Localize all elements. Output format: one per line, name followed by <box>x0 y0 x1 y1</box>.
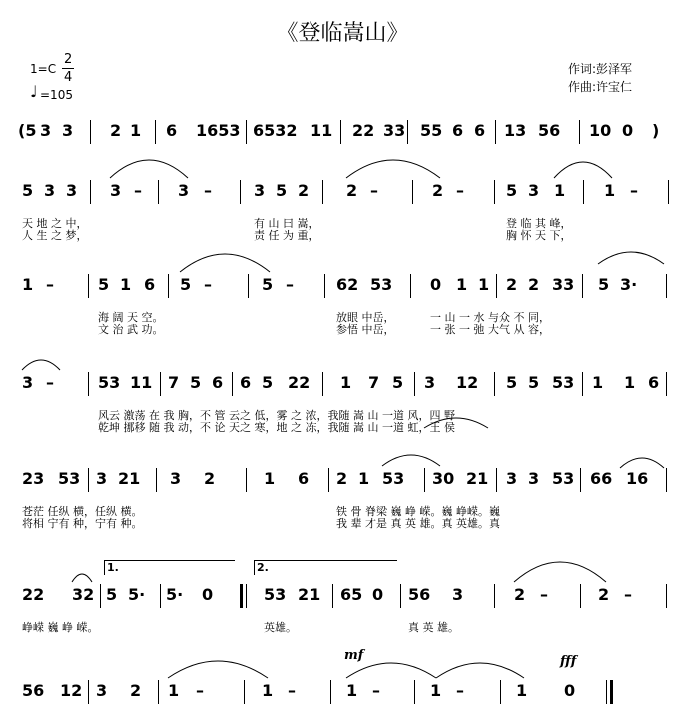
note: 5 <box>598 275 610 294</box>
note: 3 <box>170 469 182 488</box>
dynamic-marking: fff <box>560 654 577 669</box>
barline <box>424 468 425 492</box>
barline <box>160 372 161 396</box>
note: 6 <box>298 469 310 488</box>
key-signature: 1=C <box>30 62 57 76</box>
lyric-line: 一 山 一 水 与众 不 同， <box>430 311 550 324</box>
slur <box>180 254 270 272</box>
barline <box>410 274 411 298</box>
barline <box>322 372 323 396</box>
note: 6 <box>240 373 252 392</box>
note: – <box>630 181 638 200</box>
barline <box>246 120 247 144</box>
repeat-barline <box>240 584 243 608</box>
time-signature-bottom: 4 <box>64 70 73 85</box>
note: 2 <box>130 681 142 700</box>
note: 56 <box>408 585 431 604</box>
barline <box>579 120 580 144</box>
lyric-line: 风云 激荡 在 我 胸，不 管 云之 低，雾 之 浓，我随 嵩 山 一道 风，四 野 <box>98 409 455 422</box>
barline <box>324 274 325 298</box>
lyric-line: 文 治 武 功。 <box>98 323 164 336</box>
note: 5 <box>276 181 288 200</box>
barline <box>158 680 159 704</box>
volta-second-ending: 2. <box>254 560 397 575</box>
note: 5 <box>190 373 202 392</box>
lyric-line: 参悟 中岳， <box>336 323 395 336</box>
barline <box>606 680 607 704</box>
note: 6 <box>144 275 156 294</box>
note: 5 <box>262 373 274 392</box>
lyric-line: 英雄。 <box>264 621 297 634</box>
note: 21 <box>298 585 321 604</box>
dynamic-marking: mf <box>344 648 364 663</box>
barline <box>90 120 91 144</box>
barline <box>88 372 89 396</box>
lyric-line: 峥嵘 巍 峥 嵘。 <box>22 621 99 634</box>
note: 1653 <box>196 121 241 140</box>
note: 0 <box>372 585 384 604</box>
quarter-note-icon: ♩ <box>30 82 38 101</box>
note: 33 <box>552 275 575 294</box>
note: 6 <box>166 121 178 140</box>
lyric-line: 人 生 之 梦， <box>22 229 88 242</box>
lyric-line: 将相 宁有 种，宁有 种。 <box>22 517 143 530</box>
lyric-line: 海 阔 天 空。 <box>98 311 164 324</box>
note: 53 <box>370 275 393 294</box>
note: – <box>286 275 294 294</box>
note: 23 <box>22 469 45 488</box>
lyric-line: 苍茫 任纵 横，任纵 横。 <box>22 505 143 518</box>
lyric-line: 登 临 其 峰， <box>506 217 572 230</box>
note: 6 <box>648 373 660 392</box>
note: 2 <box>514 585 526 604</box>
note: 3 <box>506 469 518 488</box>
note: 6 <box>212 373 224 392</box>
barline <box>248 274 249 298</box>
barline <box>322 180 323 204</box>
barline <box>580 468 581 492</box>
barline <box>496 468 497 492</box>
note: ) <box>652 121 660 140</box>
slur <box>598 252 664 264</box>
note: 0 <box>202 585 214 604</box>
note: 3 <box>178 181 190 200</box>
note: 56 <box>538 121 561 140</box>
lyric-line: 放眼 中岳， <box>336 311 395 324</box>
barline <box>168 274 169 298</box>
note: 3 <box>62 121 74 140</box>
note: 53 <box>264 585 287 604</box>
note: – <box>196 681 204 700</box>
barline <box>583 180 584 204</box>
note: 7 <box>168 373 180 392</box>
slur <box>110 160 188 178</box>
barline <box>414 372 415 396</box>
note: 1 <box>130 121 142 140</box>
note: 6 <box>452 121 464 140</box>
barline <box>88 468 89 492</box>
note: 2 <box>432 181 444 200</box>
note: – <box>370 181 378 200</box>
slur <box>382 455 440 466</box>
note: – <box>46 373 54 392</box>
note: 2 <box>298 181 310 200</box>
note: 6 <box>474 121 486 140</box>
note: 0 <box>622 121 634 140</box>
note: – <box>288 681 296 700</box>
note: 55 <box>420 121 443 140</box>
note: 3 <box>96 469 108 488</box>
barline <box>414 680 415 704</box>
note: 3 <box>424 373 436 392</box>
barline <box>580 584 581 608</box>
barline <box>328 468 329 492</box>
barline <box>90 180 91 204</box>
note: 5 <box>180 275 192 294</box>
note: 3 <box>44 181 56 200</box>
note: 66 <box>590 469 613 488</box>
note: 7 <box>368 373 380 392</box>
note: 1 <box>262 681 274 700</box>
note: 1 <box>554 181 566 200</box>
note: 5 <box>506 181 518 200</box>
note: 5· <box>128 585 146 604</box>
slur <box>22 360 60 370</box>
note: 30 <box>432 469 455 488</box>
note: 11 <box>130 373 153 392</box>
note: 2 <box>598 585 610 604</box>
note: 12 <box>456 373 479 392</box>
note: – <box>456 181 464 200</box>
slur <box>168 661 268 678</box>
note: 3 <box>40 121 52 140</box>
lyric-line: 一 张 一 弛 大气 从 容， <box>430 323 550 336</box>
barline <box>495 120 496 144</box>
note: 1 <box>358 469 370 488</box>
note: 21 <box>466 469 489 488</box>
note: 5 <box>98 275 110 294</box>
slur <box>346 663 436 678</box>
slur <box>554 162 612 178</box>
note: 5 <box>392 373 404 392</box>
note: 16 <box>626 469 649 488</box>
note: 5· <box>166 585 184 604</box>
note: – <box>624 585 632 604</box>
note: – <box>204 181 212 200</box>
note: 3 <box>96 681 108 700</box>
note: 22 <box>22 585 45 604</box>
lyric-line: 天 地 之 中， <box>22 217 88 230</box>
note: – <box>46 275 54 294</box>
barline <box>412 180 413 204</box>
note: – <box>134 181 142 200</box>
note: 11 <box>310 121 333 140</box>
note: 2 <box>204 469 216 488</box>
note: 1 <box>264 469 276 488</box>
lyric-line: 真 英 雄。 <box>408 621 459 634</box>
barline <box>494 584 495 608</box>
barline <box>340 120 341 144</box>
barline <box>582 274 583 298</box>
barline <box>494 372 495 396</box>
final-barline <box>610 680 613 704</box>
note: 1 <box>120 275 132 294</box>
barline <box>88 274 89 298</box>
barline <box>666 468 667 492</box>
note: 1 <box>592 373 604 392</box>
barline <box>400 584 401 608</box>
note: 3 <box>22 373 34 392</box>
composer-credit: 作曲:许宝仁 <box>568 80 633 94</box>
lyric-line: 有 山 曰 嵩， <box>254 217 320 230</box>
note: 1 <box>604 181 616 200</box>
song-title: 《登临嵩山》 <box>276 21 409 46</box>
note: 22 <box>288 373 311 392</box>
slur <box>514 562 606 582</box>
note: 1 <box>478 275 490 294</box>
lyricist-credit: 作词:彭泽军 <box>568 62 633 76</box>
slur <box>72 574 92 582</box>
note: 5 <box>262 275 274 294</box>
note: 53 <box>382 469 405 488</box>
note: – <box>372 681 380 700</box>
note: 2 <box>110 121 122 140</box>
note: 53 <box>58 469 81 488</box>
note: 32 <box>72 585 95 604</box>
barline <box>496 274 497 298</box>
barline <box>330 680 331 704</box>
barline <box>500 680 501 704</box>
barline <box>666 274 667 298</box>
note: 62 <box>336 275 359 294</box>
note: – <box>456 681 464 700</box>
note: 3· <box>620 275 638 294</box>
note: 53 <box>98 373 121 392</box>
note: 53 <box>552 373 575 392</box>
note: 5 <box>106 585 118 604</box>
note: (5 <box>18 121 37 140</box>
note: 3 <box>452 585 464 604</box>
note: 3 <box>254 181 266 200</box>
barline <box>244 680 245 704</box>
barline <box>668 180 669 204</box>
note: 12 <box>60 681 83 700</box>
barline <box>240 180 241 204</box>
note: 22 <box>352 121 375 140</box>
barline <box>155 120 156 144</box>
note: 1 <box>624 373 636 392</box>
time-signature-line <box>62 68 74 69</box>
note: 3 <box>528 469 540 488</box>
note: 33 <box>383 121 406 140</box>
time-signature-top: 2 <box>64 52 73 67</box>
barline <box>666 372 667 396</box>
slur <box>346 160 440 178</box>
barline <box>332 584 333 608</box>
note: 1 <box>456 275 468 294</box>
lyric-line: 铁 骨 脊梁 巍 峥 嵘。巍 峥嵘。巍 <box>336 505 500 518</box>
slur <box>436 663 524 678</box>
barline <box>232 372 233 396</box>
note: 2 <box>336 469 348 488</box>
note: 2 <box>506 275 518 294</box>
lyric-line: 乾坤 挪移 随 我 动，不 论 天之 寒，地 之 冻，我随 嵩 山 一道 虹，王 侯 <box>98 421 455 434</box>
note: 0 <box>430 275 442 294</box>
barline <box>246 468 247 492</box>
barline <box>494 180 495 204</box>
barline <box>582 372 583 396</box>
barline <box>156 468 157 492</box>
note: – <box>540 585 548 604</box>
note: 0 <box>564 681 576 700</box>
note: 53 <box>552 469 575 488</box>
note: 5 <box>528 373 540 392</box>
lyric-line: 责 任 为 重， <box>254 229 320 242</box>
note: 3 <box>110 181 122 200</box>
note: 1 <box>168 681 180 700</box>
note: 65 <box>340 585 363 604</box>
barline <box>246 584 247 608</box>
note: 1 <box>516 681 528 700</box>
note: 3 <box>528 181 540 200</box>
note: 5 <box>22 181 34 200</box>
barline <box>407 120 408 144</box>
note: 2 <box>346 181 358 200</box>
note: – <box>204 275 212 294</box>
note: 1 <box>22 275 34 294</box>
note: 3 <box>66 181 78 200</box>
barline <box>88 680 89 704</box>
barline <box>666 584 667 608</box>
barline <box>160 584 161 608</box>
note: 21 <box>118 469 141 488</box>
tempo-marking: =105 <box>40 88 73 102</box>
note: 1 <box>340 373 352 392</box>
note: 56 <box>22 681 45 700</box>
barline <box>100 584 101 608</box>
note: 6532 <box>253 121 298 140</box>
lyric-line: 胸 怀 天 下， <box>506 229 572 242</box>
note: 10 <box>589 121 612 140</box>
note: 5 <box>506 373 518 392</box>
note: 1 <box>346 681 358 700</box>
note: 2 <box>528 275 540 294</box>
volta-first-ending: 1. <box>104 560 235 575</box>
note: 1 <box>430 681 442 700</box>
note: 13 <box>504 121 527 140</box>
barline <box>158 180 159 204</box>
lyric-line: 我 辈 才是 真 英 雄。真 英雄。真 <box>336 517 500 530</box>
